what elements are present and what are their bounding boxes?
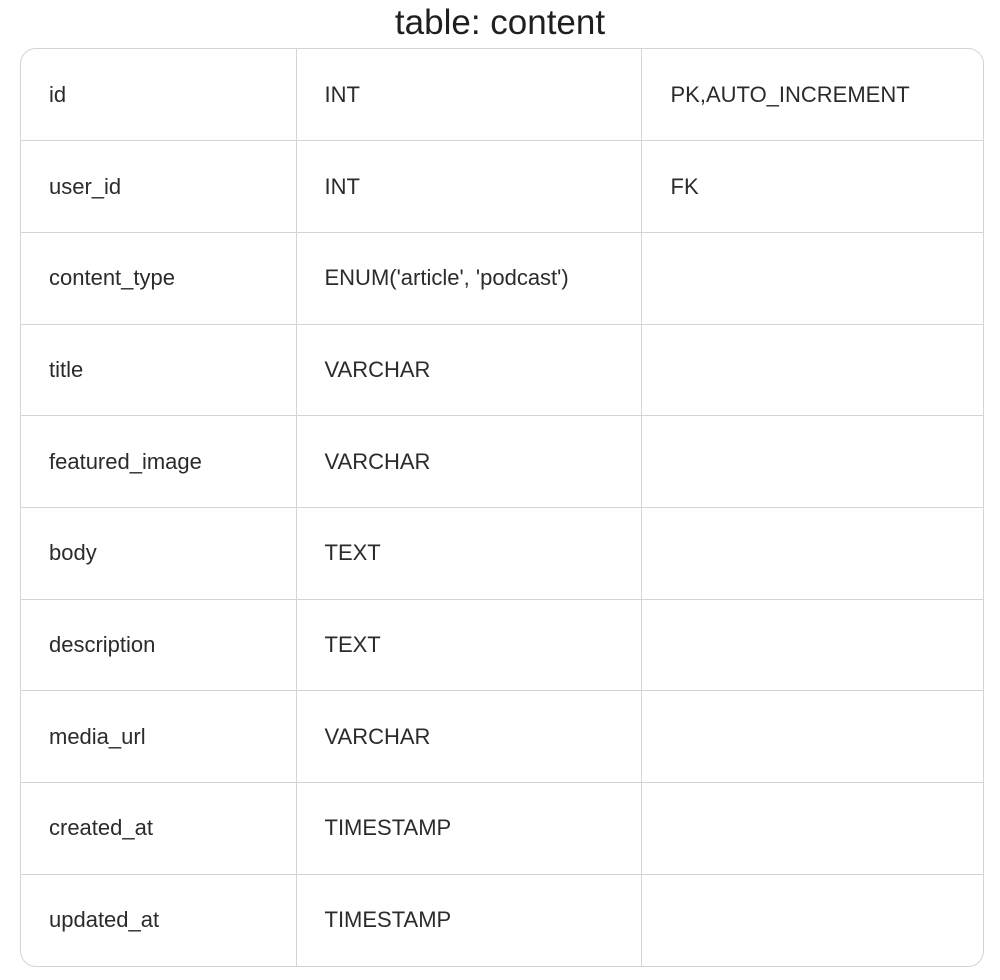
column-type: ENUM('article', 'podcast') — [296, 232, 641, 324]
column-name: featured_image — [21, 416, 296, 508]
table-row — [21, 874, 983, 966]
column-constraints — [641, 324, 983, 416]
table-row — [21, 324, 983, 416]
column-type: VARCHAR — [296, 416, 641, 508]
column-type: INT — [296, 141, 641, 233]
column-type: TIMESTAMP — [296, 874, 641, 966]
table-row — [21, 783, 983, 875]
table-title: table: content — [394, 3, 606, 42]
column-name: created_at — [21, 783, 296, 875]
column-type: INT — [296, 49, 641, 141]
column-constraints: FK — [641, 141, 983, 233]
column-name: description — [21, 599, 296, 691]
table-row — [21, 232, 983, 324]
table-row — [21, 416, 983, 508]
column-constraints: PK,AUTO_INCREMENT — [641, 49, 983, 141]
column-constraints — [641, 232, 983, 324]
column-name: updated_at — [21, 874, 296, 966]
column-type: TIMESTAMP — [296, 783, 641, 875]
table-row — [21, 599, 983, 691]
column-constraints — [641, 874, 983, 966]
table-row — [21, 691, 983, 783]
column-name: id — [21, 49, 296, 141]
column-constraints — [641, 691, 983, 783]
column-constraints — [641, 783, 983, 875]
column-name: user_id — [21, 141, 296, 233]
column-type: VARCHAR — [296, 691, 641, 783]
column-name: body — [21, 507, 296, 599]
column-type: TEXT — [296, 599, 641, 691]
column-name: content_type — [21, 232, 296, 324]
column-constraints — [641, 416, 983, 508]
column-type: VARCHAR — [296, 324, 641, 416]
schema-table-grid — [21, 49, 983, 966]
column-constraints — [641, 507, 983, 599]
column-constraints — [641, 599, 983, 691]
table-row — [21, 49, 983, 141]
column-name: title — [21, 324, 296, 416]
column-name: media_url — [21, 691, 296, 783]
column-type: TEXT — [296, 507, 641, 599]
table-row — [21, 507, 983, 599]
table-row — [21, 141, 983, 233]
schema-table — [20, 48, 984, 967]
